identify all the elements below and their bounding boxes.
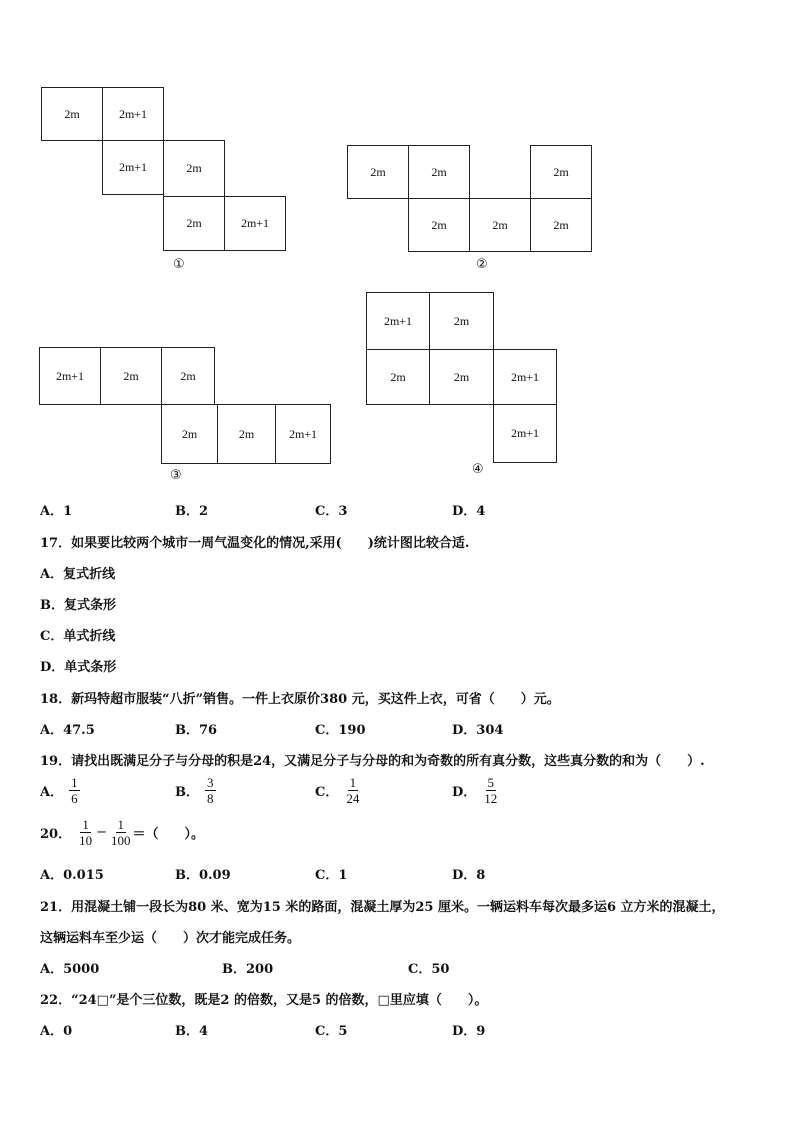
net1-cell: 2m xyxy=(163,140,225,197)
fraction xyxy=(482,775,499,806)
net2-cell: 2m xyxy=(530,145,592,199)
net3-cell: 2m+1 xyxy=(39,347,101,405)
net3-cell: 2m xyxy=(217,404,276,464)
net4-label: ④ xyxy=(472,462,484,477)
net1-cell: 2m xyxy=(41,87,103,141)
net1-cell: 2m+1 xyxy=(102,87,164,141)
q22-option-d[interactable]: D．9 xyxy=(452,1024,486,1039)
fraction xyxy=(205,775,216,806)
q16-option-a[interactable]: A．1 xyxy=(40,504,73,519)
denominator: 10 xyxy=(79,833,93,848)
net1-cell: 2m xyxy=(163,196,225,251)
option-label: A． xyxy=(40,785,64,800)
q17-option-d[interactable]: D．单式条形 xyxy=(40,660,117,675)
q22-question: 22．“24□”是个三位数，既是2 的倍数，又是5 的倍数，□里应填（ ）。 xyxy=(40,993,488,1008)
net1-label: ① xyxy=(173,257,185,272)
net3-cell: 2m xyxy=(161,404,218,464)
q22-option-a[interactable]: A．0 xyxy=(40,1024,73,1039)
net2-label: ② xyxy=(476,257,488,272)
fraction xyxy=(69,775,80,806)
net3-cell: 2m xyxy=(161,347,215,405)
net3-label: ③ xyxy=(170,468,182,483)
net1-cell: 2m+1 xyxy=(224,196,286,251)
numerator: 1 xyxy=(349,775,357,790)
net4-cell: 2m xyxy=(366,349,430,405)
cube-nets-figure xyxy=(0,0,794,500)
q20-option-b[interactable]: B．0.09 xyxy=(175,868,231,883)
denominator: 12 xyxy=(484,791,498,806)
numerator: 1 xyxy=(117,817,124,832)
minus-sign: − xyxy=(96,825,107,840)
net4-cell: 2m xyxy=(429,292,494,350)
numerator: 5 xyxy=(487,775,495,790)
equation-tail: ＝（ ）。 xyxy=(132,827,205,842)
fraction xyxy=(344,775,361,806)
q18-option-d[interactable]: D．304 xyxy=(452,723,504,738)
q21-question-line1: 21．用混凝土铺一段长为80 米、宽为15 米的路面，混凝土厚为25 厘米。一辆运料车每次最多运6 立方米的混凝土， xyxy=(40,900,725,915)
q20-question xyxy=(40,817,204,848)
q19-option-b[interactable] xyxy=(175,775,216,806)
q19-option-a[interactable] xyxy=(40,775,80,806)
q21-option-b[interactable]: B．200 xyxy=(222,962,274,977)
fraction xyxy=(77,817,94,848)
question-number: 20． xyxy=(40,827,72,842)
net4-cell: 2m+1 xyxy=(366,292,430,350)
numerator: 1 xyxy=(71,775,78,790)
option-label: B． xyxy=(175,785,199,800)
q18-option-a[interactable]: A．47.5 xyxy=(40,723,95,738)
q19-question: 19．请找出既满足分子与分母的积是24，又满足分子与分母的和为奇数的所有真分数，这些真分数的和为（ ）. xyxy=(40,754,705,769)
net1-cell: 2m+1 xyxy=(102,140,164,195)
q21-option-a[interactable]: A．5000 xyxy=(40,962,100,977)
net3-cell: 2m xyxy=(100,347,162,405)
net4-cell: 2m+1 xyxy=(493,349,557,405)
q19-option-d[interactable] xyxy=(452,775,499,806)
fraction xyxy=(109,817,133,848)
q22-option-c[interactable]: C．5 xyxy=(315,1024,348,1039)
denominator: 6 xyxy=(71,791,78,806)
numerator: 3 xyxy=(207,775,214,790)
numerator: 1 xyxy=(82,817,89,832)
q22-option-b[interactable]: B．4 xyxy=(175,1024,209,1039)
q18-option-c[interactable]: C．190 xyxy=(315,723,366,738)
q18-option-b[interactable]: B．76 xyxy=(175,723,218,738)
q17-option-a[interactable]: A．复式折线 xyxy=(40,567,116,582)
option-label: D． xyxy=(452,785,477,800)
q17-question: 17．如果要比较两个城市一周气温变化的情况,采用( )统计图比较合适. xyxy=(40,536,470,551)
net2-cell: 2m xyxy=(347,145,409,199)
q21-question-line2: 这辆运料车至少运（ ）次才能完成任务。 xyxy=(40,931,301,946)
q20-option-d[interactable]: D．8 xyxy=(452,868,486,883)
q16-option-c[interactable]: C．3 xyxy=(315,504,348,519)
net2-cell: 2m xyxy=(408,145,470,199)
option-label: C． xyxy=(315,785,339,800)
net2-cell: 2m xyxy=(469,198,531,252)
q21-option-c[interactable]: C．50 xyxy=(408,962,450,977)
q16-option-b[interactable]: B．2 xyxy=(175,504,209,519)
net2-cell: 2m xyxy=(408,198,470,252)
q16-option-d[interactable]: D．4 xyxy=(452,504,486,519)
denominator: 8 xyxy=(207,791,214,806)
net4-cell: 2m xyxy=(429,349,494,405)
net2-cell: 2m xyxy=(530,198,592,252)
q17-option-c[interactable]: C．单式折线 xyxy=(40,629,116,644)
q20-option-a[interactable]: A．0.015 xyxy=(40,868,104,883)
denominator: 100 xyxy=(111,833,131,848)
q19-option-c[interactable] xyxy=(315,775,361,806)
q17-option-b[interactable]: B．复式条形 xyxy=(40,598,116,613)
q18-question: 18．新玛特超市服装“八折”销售。一件上衣原价380 元，买这件上衣，可省（ ）元。 xyxy=(40,692,560,707)
net3-cell: 2m+1 xyxy=(275,404,331,464)
q20-option-c[interactable]: C．1 xyxy=(315,868,348,883)
net4-cell: 2m+1 xyxy=(493,404,557,463)
denominator: 24 xyxy=(346,791,360,806)
